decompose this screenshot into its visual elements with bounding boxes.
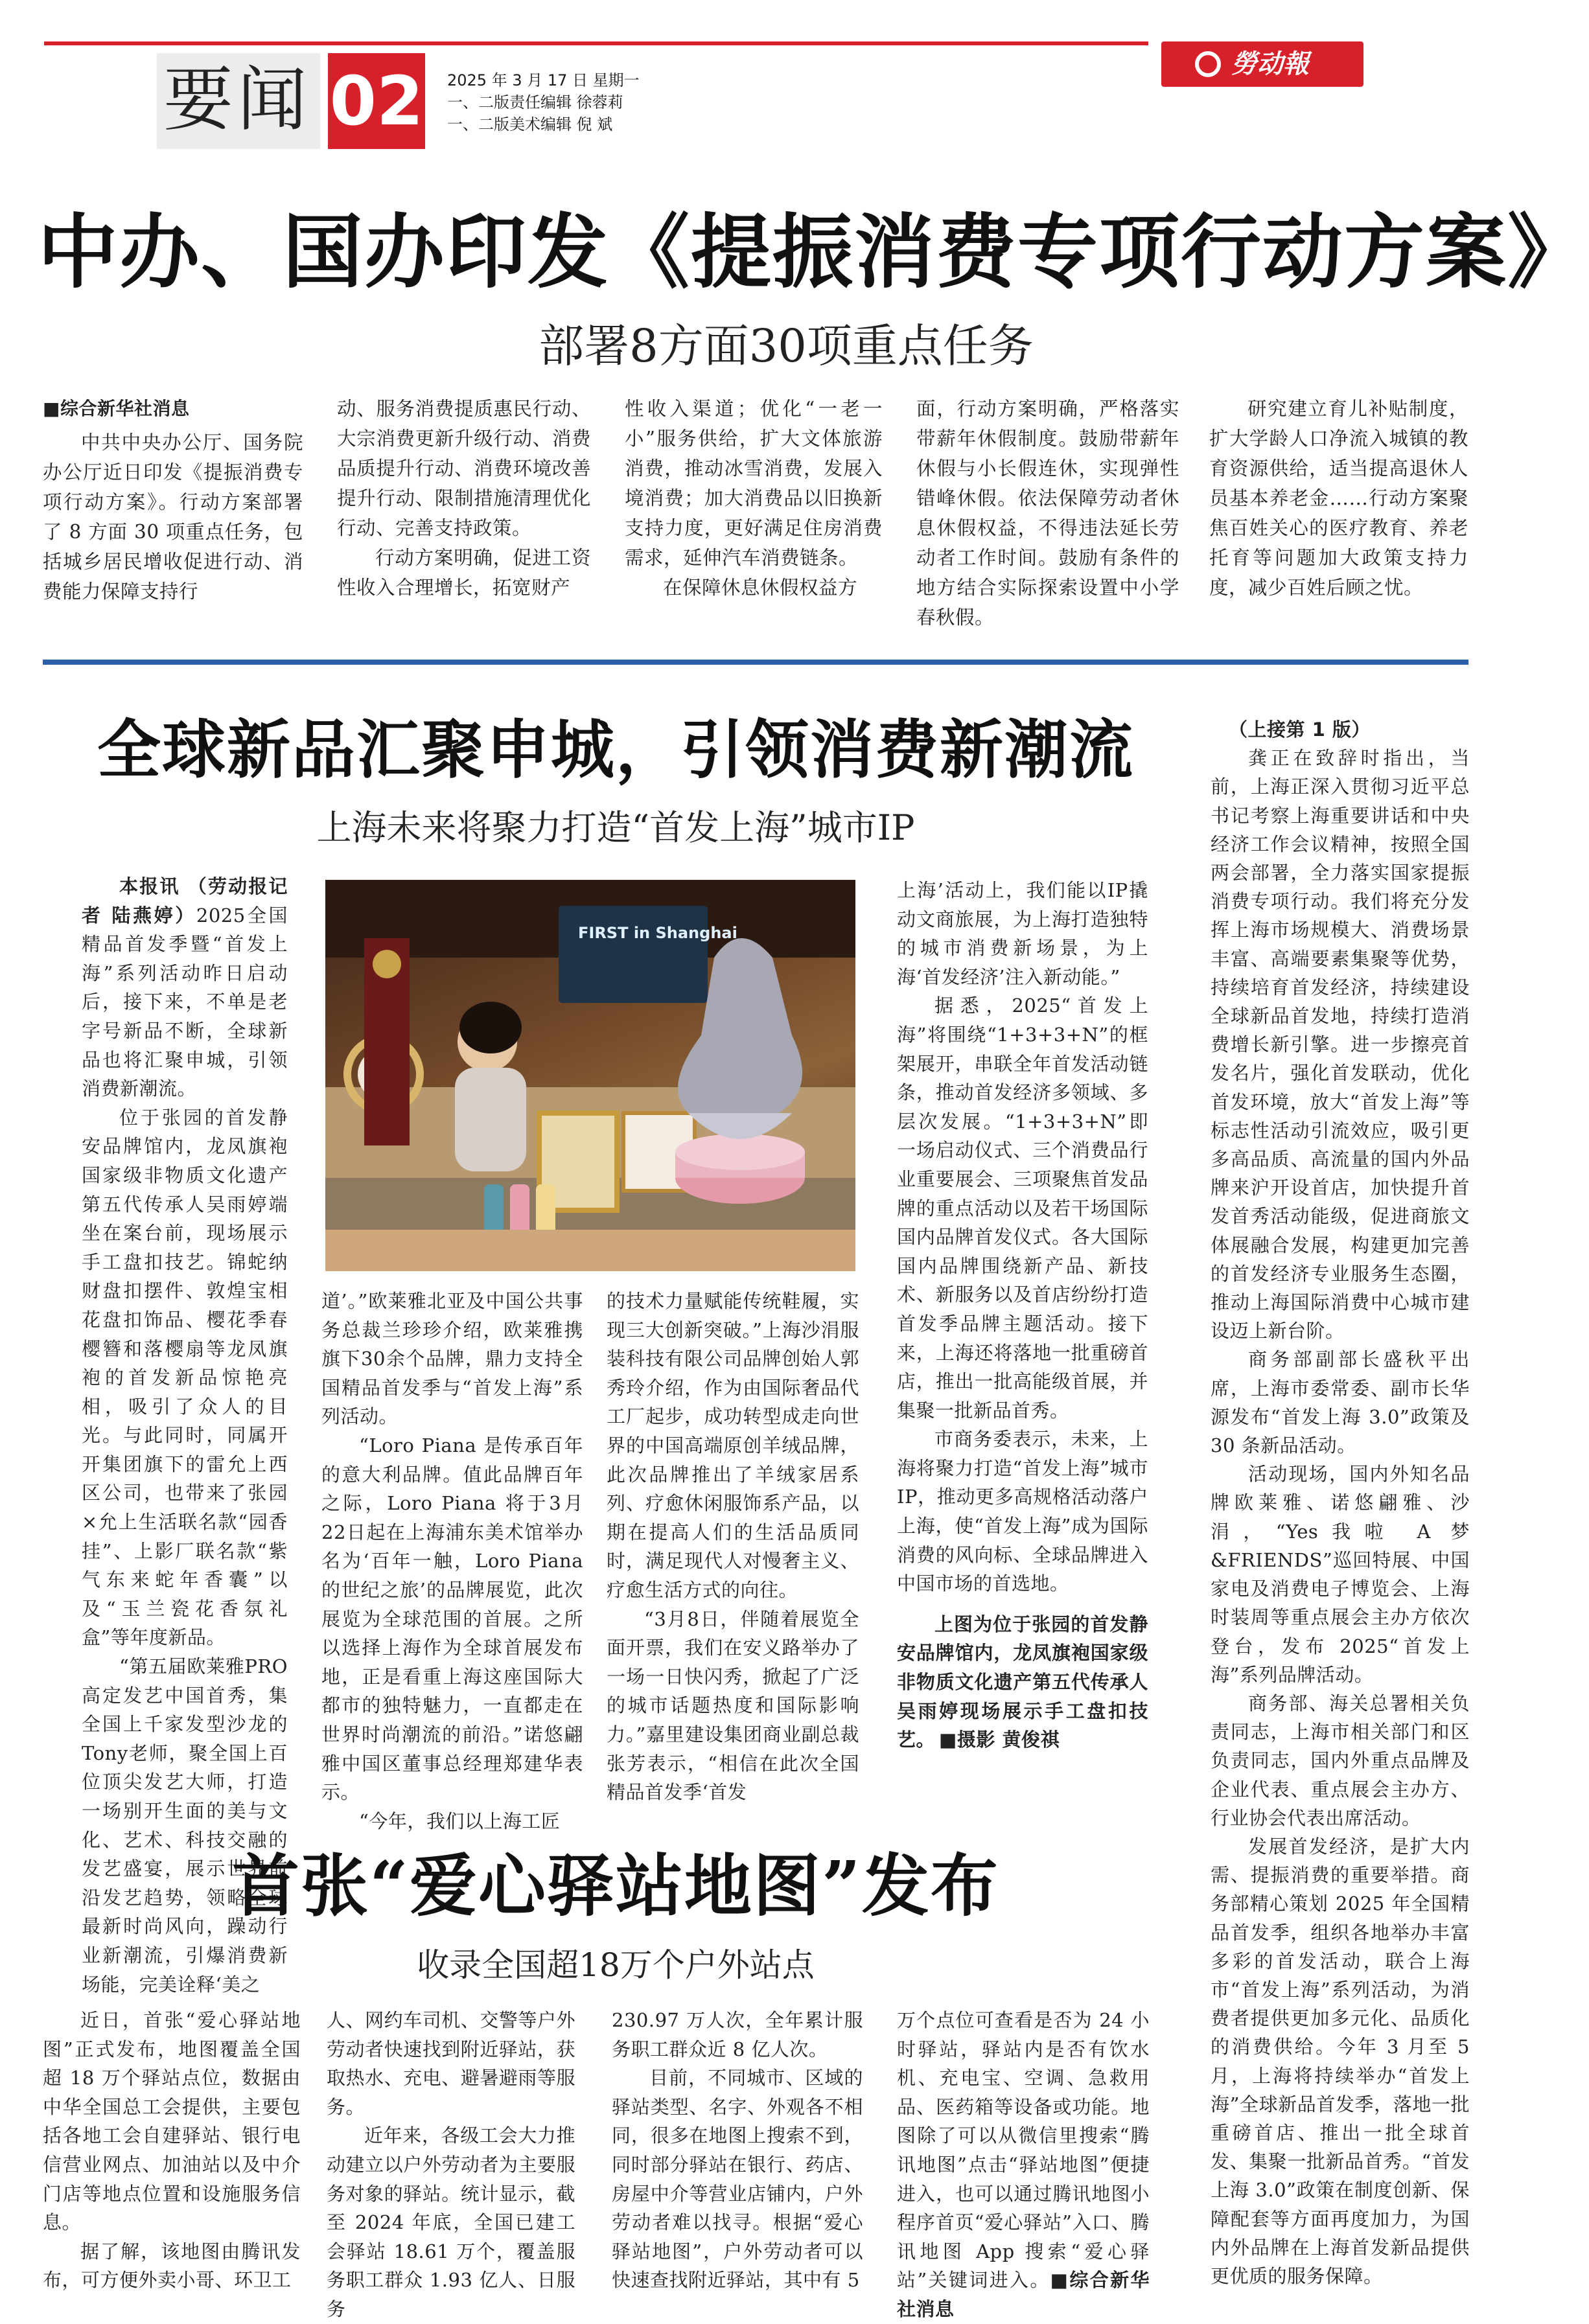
story1-para: 动、服务消费提质惠民行动、大宗消费更新升级行动、消费品质提升行动、消费环境改善提升行动、限制措施清理优化行动、完善支持政策。 <box>337 398 591 539</box>
story2-col3 <box>607 1287 859 1807</box>
continued-label: （上接第 1 版） <box>1229 719 1371 741</box>
story1-col3 <box>625 394 883 603</box>
story1-para: 行动方案明确，促进工资性收入合理增长，拓宽财产 <box>337 547 591 599</box>
story2-para: “Loro Piana 是传承百年的意大利品牌。值此品牌百年之际，Loro Piana 将于3月22日起在上海浦东美术馆举办名为‘百年一触，Loro Piana 的世纪之旅’的品牌展览，此次展览为全球范围的首展。之所以选择上海作为全球首展发布地，正是看重上海这座国际大都市的独特魅力，一直都走在世界时尚潮流的前沿。”诺悠翩雅中国区董事总经理郑建华表示。 <box>321 1434 583 1804</box>
story3-para: 近年来，各级工会大力推动建立以户外劳动者为主要服务对象的驿站。统计显示，截至 2024 年底，全国已建工会驿站 18.61 万个，覆盖服务职工群众 1.93 亿人、日服务 <box>327 2124 575 2320</box>
story1-col1 <box>43 394 303 606</box>
sidebar-continued <box>1211 715 1470 2290</box>
art-editor: 一、二版美术编辑 倪 斌 <box>447 115 613 133</box>
sidebar-para: 商务部副部长盛秋平出席，上海市委常委、副市长华源发布“首发上海 3.0”政策及 30 条新品活动。 <box>1211 1348 1470 1457</box>
story1-para: 中共中央办公厅、国务院办公厅近日印发《提振消费专项行动方案》。行动方案部署了 8 方面 30 项重点任务，包括城乡居民增收促进行动、消费能力保障支持行 <box>43 431 303 603</box>
story2-para: “第五届欧莱雅PRO高定发艺中国首秀，集全国上千家发型沙龙的Tony老师，聚全国上百位顶尖发艺大师，打造一场别开生面的美与文化、艺术、科技交融的发艺盛宴，展示世界前沿发艺趋势，领略全球最新时尚风向，躁动行业新潮流，引爆消费新场能，完美诠释‘美之 <box>82 1655 288 1996</box>
logo-mark-icon <box>1195 51 1221 77</box>
story1-col2 <box>337 394 591 603</box>
story2-lead: 本报讯 （劳动报记者 陆燕婷）2025全国精品首发季暨“首发上海”系列活动昨日启动后，接下来，不单是老字号新品不断，全球新品也将汇聚申城，引领消费新潮流。 <box>82 875 288 1100</box>
page-editor: 一、二版责任编辑 徐蓉莉 <box>447 93 623 111</box>
story3-para: 目前，不同城市、区域的驿站类型、名字、外观各不相同，很多在地图上搜索不到，同时部分驿站在银行、药店、房屋中介等营业店铺内，户外劳动者难以找寻。根据“爱心驿站地图”，户外劳动者可以快速查找附近驿站，其中有 5 <box>612 2067 863 2292</box>
story1-para: 研究建立育儿补贴制度，扩大学龄人口净流入城镇的教育资源供给，适当提高退休人员基本养老金……行动方案聚焦百姓关心的医疗教育、养老托育等问题加大政策支持力度，减少百姓后顾之忧。 <box>1209 398 1468 599</box>
story2-subhead: 上海未来将聚力打造“首发上海”城市IP <box>316 807 915 848</box>
story2-col2 <box>321 1287 583 1835</box>
page-number: 02 <box>329 62 424 141</box>
story1-subhead: 部署8方面30项重点任务 <box>539 319 1034 373</box>
story1-para: 性收入渠道；优化“一老一小”服务供给，扩大文体旅游消费，推动冰雪消费，发展入境消费；加大消费品以旧换新支持力度，更好满足住房消费需求，延伸汽车消费链条。 <box>625 398 883 569</box>
paper-name: 勞动報 <box>1231 49 1309 79</box>
issue-date: 2025 年 3 月 17 日 星期一 <box>447 71 640 89</box>
story3-col3 <box>612 2006 863 2295</box>
photo-illustration <box>325 880 855 1271</box>
masthead-top-rule <box>44 41 1148 45</box>
story2-para: 的技术力量赋能传统鞋履，实现三大创新突破。”上海沙涓服装科技有限公司品牌创始人郭秀玲介绍，作为由国际奢品代工厂起步，成功转型成走向世界的中国高端原创羊绒品牌，此次品牌推出了羊绒家居系列、疗愈休闲服饰系产品，以期在提高人们的生活品质同时，满足现代人对慢奢主义、疗愈生活方式的向往。 <box>607 1290 859 1601</box>
story1-headline: 中办、国办印发《提振消费专项行动方案》 <box>38 205 1589 299</box>
story1-source: ■综合新华社消息 <box>43 398 190 419</box>
sidebar-para: 发展首发经济，是扩大内需、提振消费的重要举措。商务部精心策划 2025 年全国精品首发季，组织各地举办丰富多彩的首发活动，联合上海市“首发上海”系列活动，为消费者提供更加多元化、品质化的消费供给。今年 3 月至 5 月，上海将持续举办“首发上海”全球新品首发季，落地一批重磅首店、推出一批全球首发、集聚一批新品首秀。“首发上海 3.0”政策在制度创新、保障配套等方面再度加力，为国内外品牌在上海首发新品提供更优质的服务保障。 <box>1211 1835 1470 2287</box>
story3-subhead: 收录全国超18万个户外站点 <box>417 1946 815 1984</box>
story2-para: 市商务委表示，未来，上海将聚力打造“首发上海”城市IP，推动更多高规格活动落户上海，使“首发上海”成为国际消费的风向标、全球品牌进入中国市场的首选地。 <box>897 1428 1148 1595</box>
photo-credit: ■摄影 黄俊祺 <box>939 1729 1060 1751</box>
story2-para: “今年，我们以上海工匠 <box>359 1810 561 1832</box>
story3-para: 万个点位可查看是否为 24 小时驿站，驿站内是否有饮水机、充电宝、空调、急救用品、医药箱等设备或功能。地图除了可以从微信里搜索“腾讯地图”点击“驿站地图”便捷进入，也可以通过腾讯地图小程序首页“爱心驿站”入口、腾讯地图 App 搜索“爱心驿站”关键词进入。■综合新华社消息 <box>897 2009 1150 2320</box>
story3-para: 据了解，该地图由腾讯发布，可方便外卖小哥、环卫工 <box>43 2240 301 2292</box>
story3-col1 <box>43 2006 301 2295</box>
story3-source: ■综合新华社消息 <box>897 2269 1150 2320</box>
story2-col4 <box>897 876 1148 1755</box>
story2-para: “3月8日，伴随着展览全面开票，我们在安义路举办了一场一日快闪秀，掀起了广泛的城市话题热度和国际影响力。”嘉里建设集团商业副总裁张芳表示，“相信在此次全国精品首发季‘首发 <box>607 1607 859 1804</box>
story1-para: 在保障休息休假权益方 <box>663 577 858 599</box>
story1-para: 面，行动方案明确，严格落实带薪年休假制度。鼓励带薪年休假与小长假连休，实现弹性错峰休假。依法保障劳动者休息休假权益，不得违法延长劳动者工作时间。鼓励有条件的地方结合实际探索设置中小学春秋假。 <box>916 398 1179 628</box>
story3-para: 人、网约车司机、交警等户外劳动者快速找到附近驿站，获取热水、充电、避暑避雨等服务。 <box>327 2009 575 2118</box>
story3-col2 <box>327 2006 575 2324</box>
paper-logo <box>1161 41 1363 87</box>
story2-col1 <box>82 872 288 1999</box>
story3-para: 230.97 万人次，全年累计服务职工群众近 8 亿人次。 <box>612 2009 863 2060</box>
story1-col5 <box>1209 394 1468 603</box>
story2-headline: 全球新品汇聚申城，引领消费新潮流 <box>97 713 1134 787</box>
photo-sign-text: FIRST in Shanghai <box>578 924 737 942</box>
story2-para: 上海’活动上，我们能以IP撬动文商旅展，为上海打造独特的城市消费新场景，为上海‘首发经济’注入新动能。” <box>897 879 1148 988</box>
sidebar-para: 龚正在致辞时指出，当前，上海正深入贯彻习近平总书记考察上海重要讲话和中央经济工作会议精神，按照全国两会部署，全力落实国家提振消费专项行动。我们将充分发挥上海市场规模大、消费场景丰富、高端要素集聚等优势，持续培育首发经济，持续建设全球新品首发地，持续打造消费增长新引擎。进一步擦亮首发名片，强化首发联动，优化首发环境，放大“首发上海”等标志性活动引流效应，吸引更多高品质、高流量的国内外品牌来沪开设首店，加快提升首发首秀活动能级，促进商旅文体展融合发展，构建更加完善的首发经济专业服务生态圈，推动上海国际消费中心城市建设迈上新台阶。 <box>1211 747 1470 1342</box>
story2-para: 道’。”欧莱雅北亚及中国公共事务总裁兰珍珍介绍，欧莱雅携旗下30余个品牌，鼎力支持全国精品首发季与“首发上海”系列活动。 <box>321 1290 583 1428</box>
story2-photo <box>325 880 855 1271</box>
section-title: 要闻 <box>163 60 312 141</box>
sidebar-para: 活动现场，国内外知名品牌欧莱雅、诺悠翩雅、沙涓，“Yes我啦 A 梦 &FRIENDS”巡回特展、中国家电及消费电子博览会、上海时装周等重点展会主办方依次登台，发布 2025“首发上海”系列品牌活动。 <box>1211 1463 1470 1686</box>
story3-para: 近日，首张“爱心驿站地图”正式发布，地图覆盖全国超 18 万个驿站点位，数据由中华全国总工会提供，主要包括各地工会自建驿站、银行电信营业网点、加油站以及中介门店等地点位置和设施服务信息。 <box>43 2009 301 2234</box>
story2-para: 据悉，2025“首发上海”将围绕“1+3+3+N”的框架展开，串联全年首发活动链条，推动首发经济多领域、多层次发展。“1+3+3+N”即一场启动仪式、三个消费品行业重要展会、三项聚焦首发品牌的重点活动以及若干场国际国内品牌首发仪式。各大国际国内品牌围绕新产品、新技术、新服务以及首店纷纷打造首发季品牌主题活动。接下来，上海还将落地一批重磅首店，推出一批高能级首展，并集聚一批新品首秀。 <box>897 995 1148 1421</box>
story3-headline: 首张“爱心驿站地图”发布 <box>232 1846 999 1926</box>
story3-col4 <box>897 2006 1150 2324</box>
photo-caption: 上图为位于张园的首发静安品牌馆内，龙凤旗袍国家级非物质文化遗产第五代传承人吴雨婷现场展示手工盘扣技艺。 ■摄影 黄俊祺 <box>897 1613 1148 1751</box>
sidebar-para: 商务部、海关总署相关负责同志，上海市相关部门和区负责同志，国内外重点品牌及企业代表、重点展会主办方、行业协会代表出席活动。 <box>1211 1692 1470 1829</box>
story1-col4 <box>916 394 1179 632</box>
story2-para: 位于张园的首发静安品牌馆内，龙凤旗袍国家级非物质文化遗产第五代传承人吴雨婷端坐在案台前，现场展示手工盘扣技艺。锦蛇纳财盘扣摆件、敦煌宝相花盘扣饰品、樱花季春樱簪和落樱扇等龙凤旗袍的首发新品惊艳亮相，吸引了众人的目光。与此同时，同属开开集团旗下的雷允上西区公司，也带来了张园×允上生活联名款“园香挂”、上影厂联名款“紫气东来蛇年香囊”以及“玉兰瓷花香氛礼盒”等年度新品。 <box>82 1106 288 1649</box>
section-divider <box>43 660 1468 665</box>
story2-byline: 本报讯 （劳动报记者 陆燕婷） <box>82 875 288 926</box>
